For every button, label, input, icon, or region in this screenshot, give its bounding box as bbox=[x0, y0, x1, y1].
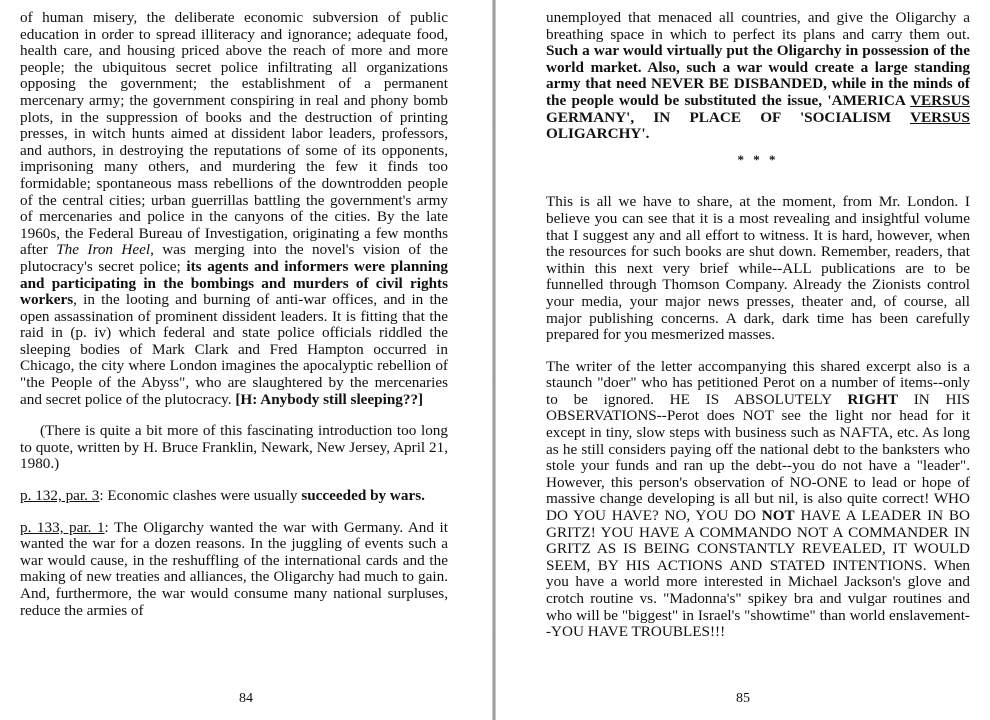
text-run: , was merging into the novel's vision of the plutocracy's secret police; bbox=[20, 241, 448, 275]
right-page bbox=[496, 0, 990, 720]
text-run: IN HIS OBSERVATIONS--Perot does NOT see the light nor head for it except in tiny, slow steps with business such as NAFTA, etc. As long as he still considers paying off the national debt to the banksters who stole your funds and ran up the debt--you do not have a "leader". However, this person's observation of NO-ONE to lead or hope of massive change developing is all but nil, is also quite correct! WHO DO YOU HAVE? NO, YOU DO bbox=[546, 390, 970, 525]
text-run: This is all we have to share, at the moment, from Mr. London. I believe you can see that it is a most revealing and insightful volume that I suggest any and all effort to witness. It is hard, however, when the resources for such books are shut down. Remember, readers, that within this next very brief while--ALL publications are to be funnelled through Thomson Company. Already the Zionists control your media, your major news presses, theater and, of course, all major publishing concerns. A dark, dark time has been carefully prepared for you mesmerized masses. bbox=[546, 193, 970, 344]
text-run: p. 132, par. 3 bbox=[20, 487, 100, 505]
text-run: : Economic clashes were usually bbox=[99, 487, 302, 505]
text-run: RIGHT bbox=[847, 390, 898, 408]
text-run: [H: Anybody still sleeping??] bbox=[235, 390, 424, 408]
text-run: VERSUS bbox=[910, 91, 970, 109]
paragraph bbox=[546, 10, 970, 143]
paragraph bbox=[546, 194, 970, 343]
text-run: Such a war would virtually put the Oligarchy in possession of the world market. Also, such a war would create a large standing army that need NEVER BE DISBANDED, while in the minds of the people would be substituted the issue, 'AMERICA bbox=[546, 42, 970, 109]
paragraph bbox=[20, 10, 448, 408]
paragraph bbox=[20, 520, 448, 620]
text-run: p. 133, par. 1 bbox=[20, 518, 105, 536]
text-run: HAVE A LEADER IN BO GRITZ! YOU HAVE A COMMANDO NOT A COMMANDER IN GRITZ AS IS BEING CONSTANTLY REVEALED, IT WOULD SEEM, BY HIS ACTIONS AND STATED INTENTIONS. When you have a world more interested in Michael Jackson's glove and crotch routine vs. "Madonna's" spikey bra and vulgar routines and who will be "biggest" in Israel's "showtime" than world enslavement--YOU HAVE TROUBLES!!! bbox=[546, 507, 970, 641]
text-run: OLIGARCHY'. bbox=[546, 125, 650, 143]
left-page bbox=[0, 0, 492, 720]
text-run: of human misery, the deliberate economic subversion of public education in order to spread illiteracy and ignorance; adequate food, health care, and housing priced above the reach of more and more people; the ubiquitous secret police infiltrating all organizations opposing the government; the establishment of a permanent mercenary army; the government conspiring in real and phony bomb plots, in the suppression of books and the destruction of printing presses, in witch hunts aimed at dissident labor leaders, professors, and authors, in destroying the reputations of some of its opponents, imprisoning many others, and murdering the few it finds too formidable; spontaneous mass rebellions of the downtrodden people of the central cities; urban guerrillas battling the government's army of mercenaries and police in the canyons of the cities. By the late 1960s, the Federal Bureau of Investigation, originating a few months after bbox=[20, 9, 448, 259]
text-run: NOT bbox=[761, 507, 795, 525]
section-divider-stars: * * * bbox=[737, 151, 779, 167]
text-run: , in the looting and burning of anti-war offices, and in the open assassination of prominent dissident leaders. It is fitting that the raid in (p. iv) which federal and state police officials riddled the sleeping bodies of Mark Clark and Fred Hampton occurred in Chicago, the city where London imagines the apocalyptic rebellion of "the People of the Abyss", who are slaughtered by the mercenaries and secret police of the plutocracy. bbox=[20, 291, 448, 408]
page-number-right: 85 bbox=[736, 691, 750, 706]
text-run: GERMANY', IN PLACE OF 'SOCIALISM bbox=[546, 108, 911, 126]
text-run: The Iron Heel bbox=[56, 241, 151, 259]
text-run: (There is quite a bit more of this fascinating introduction too long to quote, written by H. Bruce Franklin, Newark, New Jersey, April 21, 1980.) bbox=[20, 422, 448, 473]
text-run: The writer of the letter accompanying this shared excerpt also is a staunch "doer" who has petitioned Perot on a number of items--only to be ignored. HE IS ABSOLUTELY bbox=[546, 357, 970, 408]
left-page-text bbox=[20, 10, 448, 619]
text-run: : The Oligarchy wanted the war with Germany. And it wanted the war for a dozen reasons. In the juggling of events such a war would cause, in the reshuffling of the international cards and the making of new treaties and alliances, the Oligarchy had much to gain. And, furthermore, the war would consume many national surpluses, reduce the armies of bbox=[20, 518, 448, 619]
text-run: succeeded by wars. bbox=[301, 487, 425, 505]
text-run: its agents and informers were planning and participating in the bombings and murders of civil rights workers bbox=[20, 257, 449, 309]
text-run: VERSUS bbox=[910, 108, 970, 126]
paragraph bbox=[20, 488, 448, 505]
paragraph bbox=[20, 423, 448, 473]
text-run: unemployed that menaced all countries, and give the Oligarchy a breathing space in which to perfect its plans and carry them out. bbox=[546, 9, 970, 43]
page-number-left: 84 bbox=[239, 691, 253, 706]
paragraph bbox=[546, 359, 970, 641]
right-page-text bbox=[546, 10, 970, 641]
